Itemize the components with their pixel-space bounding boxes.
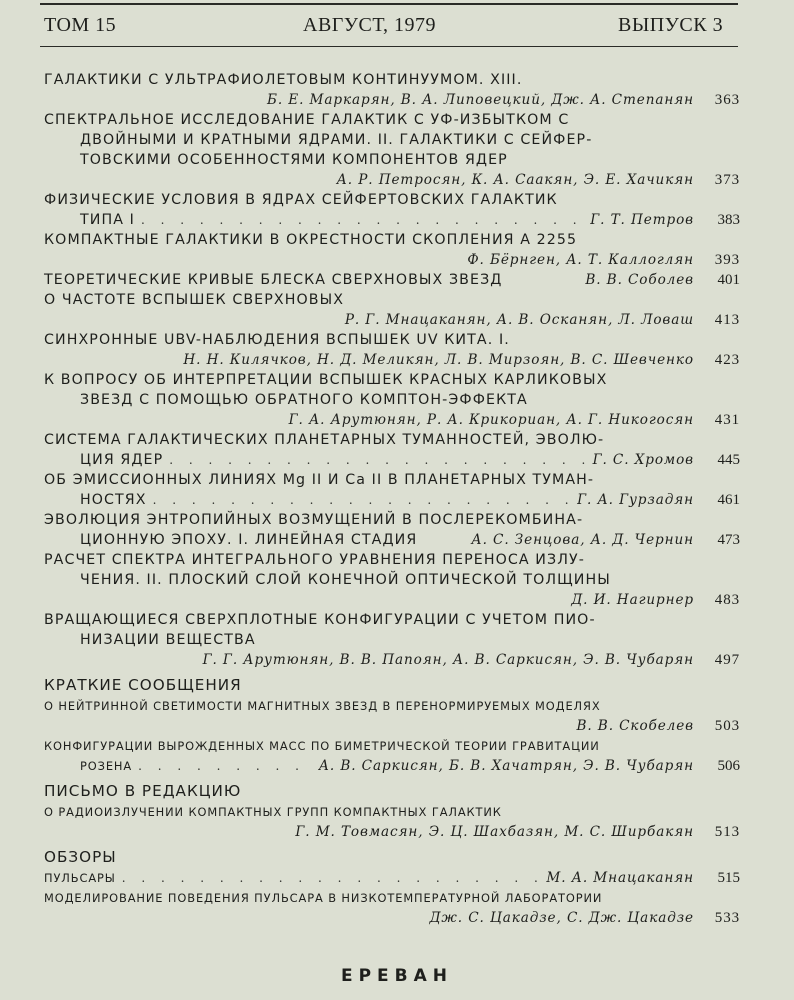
toc-entry	[44, 888, 740, 928]
entry-title-cont: ТОВСКИМИ ОСОБЕННОСТЯМИ КОМПОНЕНТОВ ЯДЕР	[80, 152, 508, 168]
entry-page: 461	[717, 492, 740, 508]
entry-page: 473	[717, 532, 740, 548]
entry-authors: Г. Т. Петров	[590, 212, 694, 228]
toc-entry	[44, 370, 740, 430]
entry-title: К ВОПРОСУ ОБ ИНТЕРПРЕТАЦИИ ВСПЫШЕК КРАСНЫХ КАРЛИКОВЫХ	[44, 372, 608, 388]
entry-title: МОДЕЛИРОВАНИЕ ПОВЕДЕНИЯ ПУЛЬСАРА В НИЗКОТЕМПЕРАТУРНОЙ ЛАБОРАТОРИИ	[44, 891, 603, 905]
entry-authors: А. С. Зенцова, А. Д. Чернин	[471, 532, 694, 548]
issue-number: ВЫПУСК 3	[618, 14, 724, 36]
entry-title-cont: НИЗАЦИИ ВЕЩЕСТВА	[80, 632, 256, 648]
entry-authors-line	[44, 170, 740, 190]
entry-title: СИСТЕМА ГАЛАКТИЧЕСКИХ ПЛАНЕТАРНЫХ ТУМАННОСТЕЙ, ЭВОЛЮ-	[44, 432, 605, 448]
entry-title: КОНФИГУРАЦИИ ВЫРОЖДЕННЫХ МАСС ПО БИМЕТРИЧЕСКОЙ ТЕОРИИ ГРАВИТАЦИИ	[44, 739, 600, 753]
entry-title-cont: ЦИЯ ЯДЕР	[80, 452, 164, 468]
entry-authors: Б. Е. Маркарян, В. А. Липовецкий, Дж. А. Степанян	[266, 92, 694, 108]
toc-entry	[44, 330, 740, 370]
entry-authors-line	[44, 90, 740, 110]
leader-dots	[138, 756, 313, 776]
entry-page: 506	[717, 758, 740, 774]
entry-page: 483	[714, 592, 740, 608]
entry-authors: Г. А. Гурзадян	[577, 492, 694, 508]
entry-title-cont: ЦИОННУЮ ЭПОХУ. I. ЛИНЕЙНАЯ СТАДИЯ	[80, 532, 418, 548]
header-rule-bottom	[40, 46, 738, 47]
entry-authors-line	[44, 350, 740, 370]
entry-page: 383	[717, 212, 740, 228]
entry-page: 363	[714, 92, 740, 108]
entry-title-cont: НОСТЯХ	[80, 492, 147, 508]
entry-title: О ЧАСТОТЕ ВСПЫШЕК СВЕРХНОВЫХ	[44, 292, 345, 308]
entry-authors: Р. Г. Мнацаканян, А. В. Осканян, Л. Ловаш	[344, 312, 694, 328]
entry-page: 503	[714, 718, 740, 734]
entry-inline-line	[44, 530, 740, 550]
entry-authors-line	[44, 822, 740, 842]
toc-entry	[44, 696, 740, 736]
entry-title: СПЕКТРАЛЬНОЕ ИССЛЕДОВАНИЕ ГАЛАКТИК С УФ-ИЗБЫТКОМ С	[44, 112, 570, 128]
entry-title: ТЕОРЕТИЧЕСКИЕ КРИВЫЕ БЛЕСКА СВЕРХНОВЫХ ЗВЕЗД	[44, 272, 503, 288]
entry-authors-line	[44, 250, 740, 270]
entry-authors-line	[44, 410, 740, 430]
volume-label: ТОМ 15	[44, 14, 117, 36]
entry-authors: Г. М. Товмасян, Э. Ц. Шахбазян, М. С. Ширбакян	[295, 824, 694, 840]
entry-dotted-line	[44, 490, 740, 510]
entry-title: ОБ ЭМИССИОННЫХ ЛИНИЯХ Mg II И Ca II В ПЛАНЕТАРНЫХ ТУМАН-	[44, 472, 595, 488]
entry-title-cont: РОЗЕНА	[80, 759, 133, 773]
toc-entry	[44, 610, 740, 670]
entry-title-cont: ДВОЙНЫМИ И КРАТНЫМИ ЯДРАМИ. II. ГАЛАКТИКИ С СЕЙФЕР-	[80, 132, 593, 148]
entry-page: 497	[714, 652, 740, 668]
entry-authors-line	[44, 650, 740, 670]
publication-city: ЕРЕВАН	[340, 966, 454, 986]
entry-dotted-line	[44, 450, 740, 470]
entry-authors-line	[44, 590, 740, 610]
entry-page: 533	[714, 910, 740, 926]
entry-page: 513	[714, 824, 740, 840]
entry-authors: Дж. С. Цакадзе, С. Дж. Цакадзе	[429, 910, 694, 926]
entry-authors: В. В. Скобелев	[576, 718, 694, 734]
entry-authors: Д. И. Нагирнер	[571, 592, 694, 608]
toc-entry	[44, 510, 740, 550]
entry-title: СИНХРОННЫЕ UBV-НАБЛЮДЕНИЯ ВСПЫШЕК UV КИТА. I.	[44, 332, 510, 348]
leader-dots	[122, 868, 541, 888]
entry-title-cont: ЧЕНИЯ. II. ПЛОСКИЙ СЛОЙ КОНЕЧНОЙ ОПТИЧЕСКОЙ ТОЛЩИНЫ	[80, 572, 611, 588]
entry-authors: Г. Г. Арутюнян, В. В. Папоян, А. В. Саркисян, Э. В. Чубарян	[202, 652, 694, 668]
issue-date: АВГУСТ, 1979	[303, 14, 437, 36]
entry-title: ВРАЩАЮЩИЕСЯ СВЕРХПЛОТНЫЕ КОНФИГУРАЦИИ С УЧЕТОМ ПИО-	[44, 612, 596, 628]
entry-title: КОМПАКТНЫЕ ГАЛАКТИКИ В ОКРЕСТНОСТИ СКОПЛЕНИЯ А 2255	[44, 232, 578, 248]
entry-dotted-line	[44, 756, 740, 776]
entry-authors: Г. С. Хромов	[592, 452, 694, 468]
entry-page: 373	[714, 172, 740, 188]
entry-page: 393	[714, 252, 740, 268]
entry-title: О НЕЙТРИННОЙ СВЕТИМОСТИ МАГНИТНЫХ ЗВЕЗД В ПЕРЕНОРМИРУЕМЫХ МОДЕЛЯХ	[44, 699, 601, 713]
entry-page: 423	[714, 352, 740, 368]
entry-page: 431	[714, 412, 740, 428]
entry-title: РАСЧЕТ СПЕКТРА ИНТЕГРАЛЬНОГО УРАВНЕНИЯ ПЕРЕНОСА ИЗЛУ-	[44, 552, 585, 568]
entry-authors: М. А. Мнацаканян	[546, 870, 694, 886]
entry-authors: В. В. Соболев	[585, 272, 694, 288]
leader-dots	[169, 450, 586, 470]
entry-page: 401	[717, 272, 740, 288]
leader-dots	[153, 490, 572, 510]
toc-entry	[44, 230, 740, 270]
entry-authors: А. В. Саркисян, Б. В. Хачатрян, Э. В. Чубарян	[318, 758, 694, 774]
entry-authors-line	[44, 310, 740, 330]
section-heading-short: КРАТКИЕ СООБЩЕНИЯ	[44, 676, 242, 694]
entry-page: 515	[717, 870, 740, 886]
toc-entry	[44, 70, 740, 110]
entry-title-cont: ЗВЕЗД С ПОМОЩЬЮ ОБРАТНОГО КОМПТОН-ЭФФЕКТА	[80, 392, 528, 408]
entry-title: ГАЛАКТИКИ С УЛЬТРАФИОЛЕТОВЫМ КОНТИНУУМОМ. XIII.	[44, 72, 523, 88]
entry-page: 445	[717, 452, 740, 468]
entry-authors: А. Р. Петросян, К. А. Саакян, Э. Е. Хачикян	[336, 172, 694, 188]
entry-authors-line	[44, 716, 740, 736]
entry-title: ФИЗИЧЕСКИЕ УСЛОВИЯ В ЯДРАХ СЕЙФЕРТОВСКИХ ГАЛАКТИК	[44, 192, 558, 208]
table-of-contents	[44, 70, 740, 928]
entry-title: О РАДИОИЗЛУЧЕНИИ КОМПАКТНЫХ ГРУПП КОМПАКТНЫХ ГАЛАКТИК	[44, 805, 502, 819]
entry-title: ПУЛЬСАРЫ	[44, 871, 116, 885]
toc-entry	[44, 270, 740, 290]
entry-title-cont: ТИПА I	[80, 212, 135, 228]
journal-header	[0, 0, 794, 58]
entry-authors: Н. Н. Килячков, Н. Д. Меликян, Л. В. Мирзоян, В. С. Шевченко	[183, 352, 694, 368]
toc-entry	[44, 290, 740, 330]
header-rule-top	[40, 3, 738, 5]
toc-entry	[44, 190, 740, 230]
toc-entry	[44, 868, 740, 888]
entry-authors: Ф. Бёрнген, А. Т. Каллоглян	[467, 252, 694, 268]
section-heading-letter: ПИСЬМО В РЕДАКЦИЮ	[44, 782, 242, 800]
entry-page: 413	[714, 312, 740, 328]
leader-dots	[141, 210, 584, 230]
toc-entry	[44, 430, 740, 470]
entry-authors-line	[44, 908, 740, 928]
toc-entry	[44, 802, 740, 842]
entry-dotted-line	[44, 210, 740, 230]
toc-entry	[44, 736, 740, 776]
toc-entry	[44, 110, 740, 190]
section-heading-reviews: ОБЗОРЫ	[44, 848, 117, 866]
entry-title: ЭВОЛЮЦИЯ ЭНТРОПИЙНЫХ ВОЗМУЩЕНИЙ В ПОСЛЕРЕКОМБИНА-	[44, 512, 584, 528]
toc-entry	[44, 470, 740, 510]
entry-authors: Г. А. Арутюнян, Р. А. Крикориан, А. Г. Никогосян	[288, 412, 694, 428]
toc-entry	[44, 550, 740, 610]
